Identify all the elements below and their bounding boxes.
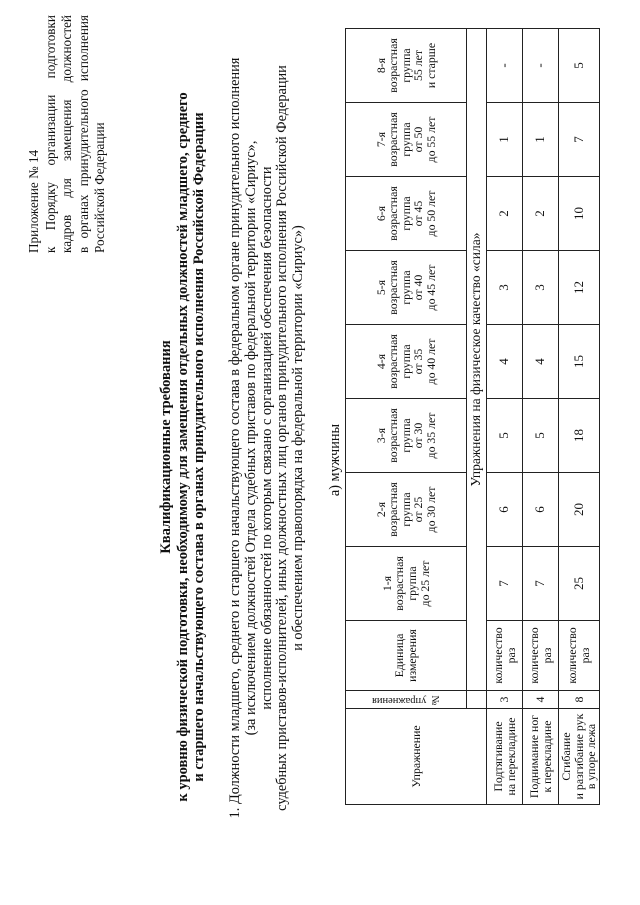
- norm-value: -: [523, 29, 559, 103]
- norm-value: 5: [559, 29, 600, 103]
- unit-line: количество: [490, 627, 505, 684]
- section-line: (за исключением должностей Отдела судебных приставов по федеральной территории «Сириус»,: [242, 140, 259, 736]
- unit-line: количество: [565, 627, 580, 684]
- group-line: до 45 лет: [423, 264, 438, 311]
- norm-value: -: [487, 29, 523, 103]
- section-line: исполнение обязанностей по которым связано с организацией обеспечения безопасности: [258, 166, 275, 710]
- group-line: 8-я: [373, 57, 388, 74]
- header-group-2: [346, 473, 467, 547]
- appendix-note: [26, 15, 109, 253]
- group-line: до 25 лет: [417, 560, 432, 607]
- unit-line: раз: [503, 647, 518, 664]
- norm-value: 7: [523, 547, 559, 621]
- group-line: от 50: [411, 126, 426, 153]
- norm-value: 4: [523, 325, 559, 399]
- appendix-line: Российской Федерации: [92, 122, 108, 253]
- header-number: [346, 691, 467, 709]
- header-unit: [346, 621, 467, 691]
- table-header-row: [346, 29, 467, 805]
- exercise-name-line: в упоре лежа: [584, 723, 599, 790]
- header-group-7: [346, 103, 467, 177]
- header-group-5: [346, 251, 467, 325]
- norm-value: 3: [523, 251, 559, 325]
- header-unit-line: измерения: [405, 629, 419, 682]
- group-line: возрастная: [386, 260, 401, 315]
- norm-value: 7: [559, 103, 600, 177]
- unit-line: количество: [526, 627, 541, 684]
- exercise-name-line: к перекладине: [539, 720, 554, 793]
- norm-value: 5: [523, 399, 559, 473]
- appendix-line: Приложение № 14: [26, 149, 41, 253]
- group-line: группа: [398, 196, 413, 231]
- norm-value: 5: [487, 399, 523, 473]
- group-line: 1-я: [379, 575, 394, 592]
- exercise-number: 4: [523, 691, 559, 709]
- header-exercise: Упражнение: [346, 709, 487, 805]
- exercise-name-line: и разгибание рук: [571, 713, 586, 800]
- group-line: и старше: [423, 42, 438, 89]
- header-group-3: [346, 399, 467, 473]
- group-line: 2-я: [373, 501, 388, 518]
- header-unit-line: Единица: [392, 633, 407, 678]
- table-row: [559, 29, 600, 805]
- exercise-name-line: Подтягивание: [490, 721, 505, 792]
- group-line: до 55 лет: [423, 116, 438, 163]
- group-line: от 25: [411, 496, 426, 523]
- group-line: группа: [398, 418, 413, 453]
- section-title: [228, 43, 307, 833]
- group-line: от 40: [411, 274, 426, 301]
- norm-value: 15: [559, 325, 600, 399]
- norm-value: 25: [559, 547, 600, 621]
- section-line: судебных приставов-исполнителей, иных должностных лиц органов принудительного исполнения Российской Федерации: [274, 65, 291, 811]
- header-number-text: № упражнения: [371, 694, 440, 706]
- group-line: группа: [398, 270, 413, 305]
- subheader-blank: [467, 691, 487, 709]
- exercise-name: [523, 709, 559, 805]
- header-group-6: [346, 177, 467, 251]
- group-line: от 45: [411, 200, 426, 227]
- exercise-unit: [559, 621, 600, 691]
- group-line: до 50 лет: [423, 190, 438, 237]
- group-line: возрастная: [386, 482, 401, 537]
- norm-value: 1: [487, 103, 523, 177]
- group-line: 4-я: [373, 353, 388, 370]
- norm-value: 6: [487, 473, 523, 547]
- group-line: 55 лет: [411, 49, 426, 82]
- heading-title: Квалификационные требования: [158, 340, 174, 554]
- heading-line: к уровню физической подготовки, необходимому для замещения отдельных должностей младшего, среднего: [174, 92, 191, 802]
- group-line: группа: [398, 344, 413, 379]
- group-line: возрастная: [386, 334, 401, 389]
- unit-line: раз: [577, 647, 592, 664]
- table-row: [487, 29, 523, 805]
- subheader-strength: Упражнения на физическое качество «сила»: [467, 29, 487, 691]
- heading-line: и старшего начальствующего состава в органах принудительного исполнения Российской Федерации: [191, 112, 207, 782]
- group-line: возрастная: [386, 408, 401, 463]
- norm-value: 2: [523, 177, 559, 251]
- norm-value: 3: [487, 251, 523, 325]
- group-line: 5-я: [373, 279, 388, 296]
- document-heading: [158, 67, 208, 827]
- exercise-unit: [487, 621, 523, 691]
- group-line: до 35 лет: [423, 412, 438, 459]
- header-group-8: [346, 29, 467, 103]
- norm-value: 4: [487, 325, 523, 399]
- norm-value: 20: [559, 473, 600, 547]
- subsection-title: а) мужчины: [327, 423, 343, 497]
- exercise-name: [559, 709, 600, 805]
- exercise-number: 3: [487, 691, 523, 709]
- appendix-line: кадров для замещения должностей: [59, 15, 75, 253]
- appendix-line: в органах принудительного исполнения: [75, 15, 91, 253]
- group-line: 3-я: [373, 427, 388, 444]
- section-line: 1. Должности младшего, среднего и старшего начальствующего состава в федеральном органе принудительного исполнения: [227, 57, 243, 819]
- group-line: возрастная: [392, 556, 407, 611]
- group-line: группа: [398, 492, 413, 527]
- norm-value: 2: [487, 177, 523, 251]
- header-group-1: [346, 547, 467, 621]
- group-line: 6-я: [373, 205, 388, 222]
- group-line: 7-я: [373, 131, 388, 148]
- exercise-name: [487, 709, 523, 805]
- unit-line: раз: [539, 647, 554, 664]
- group-line: возрастная: [386, 38, 401, 93]
- norm-value: 6: [523, 473, 559, 547]
- group-line: группа: [398, 122, 413, 157]
- table-row: [523, 29, 559, 805]
- section-line: и обеспечением правопорядка на федеральной территории «Сириус»): [290, 225, 307, 651]
- group-line: группа: [405, 566, 419, 601]
- norms-table: [345, 28, 600, 805]
- norm-value: 1: [523, 103, 559, 177]
- group-line: возрастная: [386, 186, 401, 241]
- appendix-line: к Порядку организации подготовки: [42, 15, 58, 253]
- exercise-unit: [523, 621, 559, 691]
- header-group-4: [346, 325, 467, 399]
- exercise-name-line: Поднимание ног: [526, 714, 541, 799]
- norm-value: 10: [559, 177, 600, 251]
- exercise-name-line: Сгибание: [559, 732, 573, 781]
- group-line: группа: [398, 48, 413, 83]
- exercise-name-line: на перекладине: [503, 717, 518, 796]
- exercise-number: 8: [559, 691, 600, 709]
- norm-value: 12: [559, 251, 600, 325]
- table-subheader-row: [467, 29, 487, 805]
- norm-value: 7: [487, 547, 523, 621]
- norm-value: 18: [559, 399, 600, 473]
- group-line: возрастная: [386, 112, 401, 167]
- group-line: от 35: [411, 348, 426, 375]
- group-line: до 40 лет: [423, 338, 438, 385]
- group-line: до 30 лет: [423, 486, 438, 533]
- group-line: от 30: [411, 422, 426, 449]
